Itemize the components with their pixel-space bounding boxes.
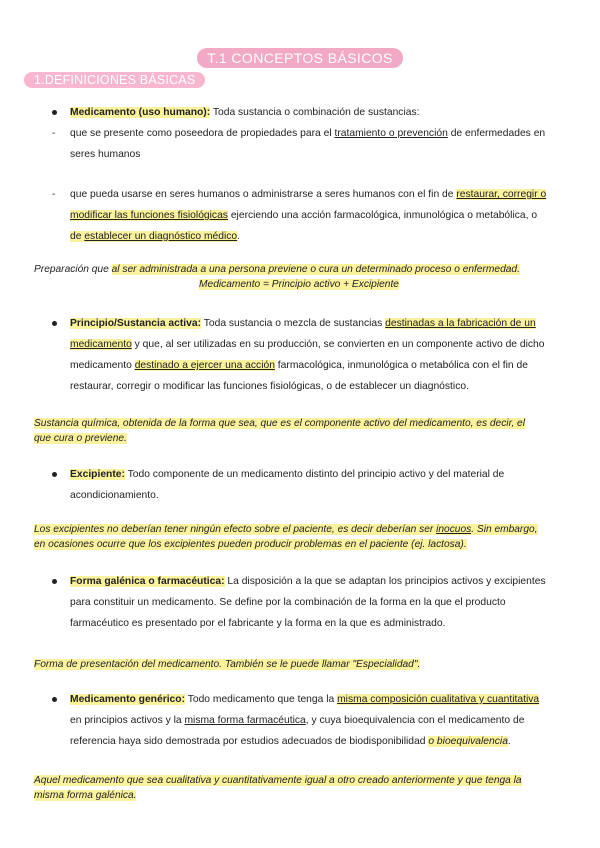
note-principio-activo [34,416,564,446]
bullet-icon [52,579,57,584]
term-label: Medicamento genérico: [70,694,186,705]
definition-text: farmacológica, inmunológica o metabólica con el fin de [274,360,528,371]
definition-text: Todo medicamento que tenga la [185,694,338,705]
note-medicamento-generico [34,773,564,803]
definition-text: Toda sustancia o mezcla de sustancias [201,318,386,329]
bullet-icon [52,110,57,115]
note-excipiente [34,522,564,552]
definition-text: acondicionamiento. [70,490,159,501]
definition-text: La disposición a la que se adaptan los principios activos y excipientes [224,576,546,587]
dash-icon: - [52,128,56,139]
bullet-icon [52,472,57,477]
bullet-icon [52,697,57,702]
italic-text: o bioequivalencia [428,736,508,747]
definition-text: de [70,231,85,242]
underlined-text: medicamento [70,339,132,350]
definition-text: para constituir un medicamento. Se define por la combinación de la forma en la que el producto [70,597,506,608]
underlined-text: inocuos [436,524,472,535]
note-text: en ocasiones ocurre que los excipientes pueden producir problemas en el paciente (ej. lactosa). [34,539,467,550]
term-label: Excipiente: [70,469,125,480]
definition-medicamento [0,102,600,247]
bullet-item [0,571,600,634]
note-text: Aquel medicamento que sea cualitativa y cuantitativamente igual a otro creado anteriormente y que tenga la [34,775,522,786]
underlined-text: establecer un diagnóstico médico [84,231,238,242]
note-medicamento [34,262,564,292]
note-text: Forma de presentación del medicamento. También se le puede llamar "Especialidad". [34,659,421,670]
underlined-text: restaurar, corregir o [456,189,547,200]
term-label: Principio/Sustancia activa: [70,318,202,329]
bullet-item [0,313,600,397]
definition-text: en principios activos y la [70,715,185,726]
note-text: misma forma galénica. [34,790,137,801]
formula-text: Medicamento = Principio activo + Excipiente [199,279,399,290]
bullet-item [0,689,600,752]
dash-item [0,184,600,247]
term-label: Medicamento (uso humano): [70,107,211,118]
bullet-item [0,102,600,123]
note-text: . Sin embargo, [471,524,538,535]
definition-text: ejerciendo una acción farmacológica, inmunológica o metabólica, o [227,210,538,221]
underlined-text: destinado a ejercer una acción [134,360,275,371]
section-heading: 1.DEFINICIONES BÁSICAS [24,72,205,88]
definition-principio-activo [0,313,600,397]
definition-text: . [507,736,511,747]
definition-text: seres humanos [70,149,141,160]
definition-text: referencia haya sido demostrada por estudios adecuados de biodisponibilidad [70,736,429,747]
definition-text: . [237,231,241,242]
definition-text: , y cuya bioequivalencia con el medicamento de [305,715,525,726]
definition-text: que se presente como poseedora de propiedades para el [70,128,335,139]
definition-text: y que, al ser utilizadas en su producción, se convierten en un componente activo de dicho [131,339,545,350]
definition-forma-galenica [0,571,600,634]
term-label: Forma galénica o farmacéutica: [70,576,225,587]
definition-text: que pueda usarse en seres humanos o administrarse a seres humanos con el fin de [70,189,457,200]
note-text: Sustancia química, obtenida de la forma que sea, que es el componente activo del medicamento, es decir, el [34,418,525,429]
bullet-icon [52,321,57,326]
definition-excipiente [0,464,600,506]
dash-icon: - [52,189,56,200]
underlined-text: destinadas a la fabricación de un [385,318,536,329]
note-text: Preparación que [34,264,112,275]
definition-text: de enfermedades en [447,128,546,139]
page-title: T.1 CONCEPTOS BÁSICOS [197,48,403,68]
definition-text: Toda sustancia o combinación de sustancias: [212,107,420,118]
definition-text: medicamento [70,360,135,371]
bullet-item [0,464,600,506]
underlined-text: modificar las funciones fisiológicas [70,210,228,221]
definition-text: farmacéutico es presentado por el fabricante y la forma en la que es administrado. [70,618,446,629]
definition-medicamento-generico [0,689,600,752]
underlined-text: misma composición cualitativa y cuantitativa [337,694,540,705]
dash-item [0,123,600,165]
definition-text: restaurar, corregir o modificar las funciones fisiológicas, o de establecer un diagnóstico. [70,381,469,392]
note-forma-galenica [34,657,564,672]
definition-text: Todo componente de un medicamento distinto del principio activo y del material de [124,469,505,480]
title-container [0,48,600,68]
underlined-text: tratamiento o prevención [334,128,448,139]
note-text: que cura o previene. [34,433,127,444]
underlined-text: misma forma farmacéutica [184,715,306,726]
note-text: Los excipientes no deberían tener ningún efecto sobre el paciente, es decir deberían ser [34,524,437,535]
note-text: al ser administrada a una persona previene o cura un determinado proceso o enfermedad. [111,264,520,275]
